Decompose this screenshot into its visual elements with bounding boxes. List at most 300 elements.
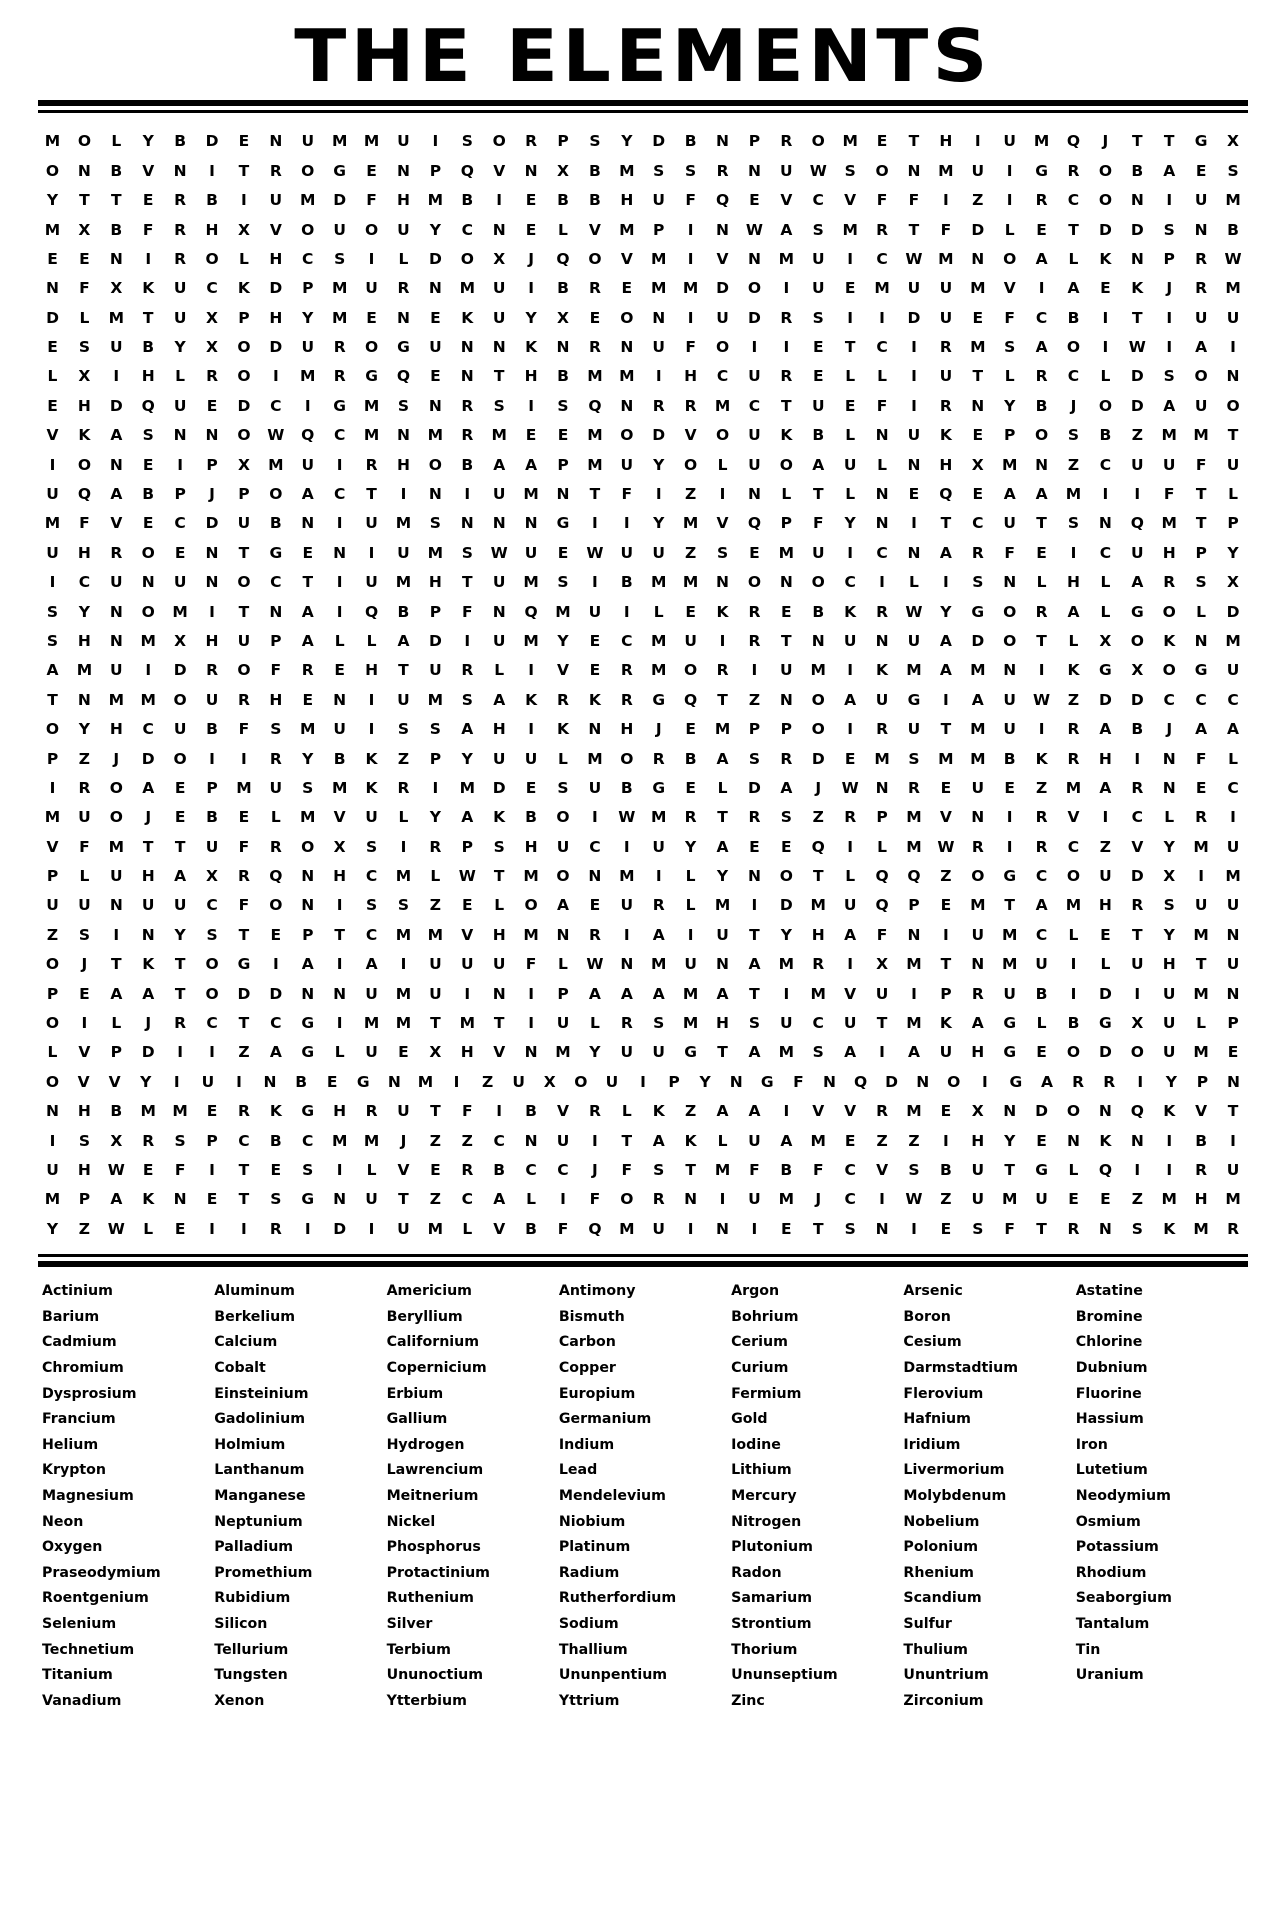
letter-cell[interactable]: M: [108, 308, 125, 327]
letter-cell[interactable]: L: [1100, 602, 1111, 621]
letter-cell[interactable]: H: [684, 367, 698, 386]
letter-cell[interactable]: V: [716, 514, 729, 533]
letter-cell[interactable]: R: [1035, 602, 1048, 621]
letter-cell[interactable]: O: [1226, 396, 1240, 415]
letter-cell[interactable]: K: [876, 661, 889, 680]
letter-cell[interactable]: A: [1067, 602, 1080, 621]
letter-cell[interactable]: O: [1098, 396, 1112, 415]
letter-cell[interactable]: M: [682, 279, 699, 298]
letter-cell[interactable]: M: [1065, 485, 1082, 504]
letter-cell[interactable]: O: [45, 1072, 60, 1091]
letter-cell[interactable]: T: [238, 1014, 250, 1033]
letter-cell[interactable]: I: [1166, 308, 1173, 327]
letter-cell[interactable]: I: [209, 1219, 215, 1238]
letter-cell[interactable]: B: [397, 602, 410, 621]
letter-cell[interactable]: T: [749, 984, 760, 1003]
word-list-item[interactable]: Lithium: [731, 1462, 792, 1479]
letter-cell[interactable]: T: [493, 1014, 505, 1033]
word-list-item[interactable]: Americium: [386, 1283, 472, 1300]
letter-cell[interactable]: G: [269, 543, 283, 562]
letter-cell[interactable]: Y: [557, 631, 569, 650]
letter-cell[interactable]: A: [493, 455, 506, 474]
letter-cell[interactable]: I: [528, 984, 534, 1003]
letter-cell[interactable]: L: [494, 661, 505, 680]
letter-cell[interactable]: U: [110, 573, 123, 592]
letter-cell[interactable]: C: [1163, 690, 1175, 709]
letter-cell[interactable]: N: [1003, 661, 1017, 680]
word-list-item[interactable]: Plutonium: [731, 1539, 813, 1556]
letter-cell[interactable]: E: [142, 514, 154, 533]
letter-cell[interactable]: M: [778, 1190, 795, 1209]
letter-cell[interactable]: R: [333, 338, 346, 357]
letter-cell[interactable]: U: [173, 573, 187, 592]
letter-cell[interactable]: C: [1099, 455, 1112, 474]
letter-cell[interactable]: O: [173, 690, 187, 709]
letter-cell[interactable]: K: [142, 955, 155, 974]
letter-cell[interactable]: I: [49, 1131, 56, 1150]
letter-cell[interactable]: E: [430, 1161, 441, 1179]
letter-cell[interactable]: D: [779, 896, 793, 915]
letter-cell[interactable]: L: [79, 867, 90, 886]
letter-cell[interactable]: F: [908, 191, 920, 210]
letter-cell[interactable]: U: [1131, 955, 1144, 974]
letter-cell[interactable]: D: [748, 308, 761, 327]
letter-cell[interactable]: B: [588, 161, 601, 180]
letter-cell[interactable]: A: [939, 631, 952, 650]
letter-cell[interactable]: C: [1227, 778, 1239, 797]
letter-cell[interactable]: L: [845, 485, 856, 504]
letter-cell[interactable]: N: [729, 1072, 743, 1091]
letter-cell[interactable]: A: [365, 955, 378, 974]
letter-cell[interactable]: M: [714, 896, 731, 915]
word-list-item[interactable]: Bismuth: [558, 1308, 625, 1325]
letter-cell[interactable]: N: [77, 161, 91, 180]
letter-cell[interactable]: I: [209, 1043, 215, 1062]
letter-cell[interactable]: I: [655, 867, 662, 886]
letter-cell[interactable]: R: [461, 1161, 474, 1179]
letter-cell[interactable]: E: [972, 426, 984, 445]
letter-cell[interactable]: N: [1226, 1072, 1240, 1091]
letter-cell[interactable]: U: [843, 631, 857, 650]
letter-cell[interactable]: N: [907, 455, 921, 474]
letter-cell[interactable]: K: [939, 426, 952, 445]
word-list-item[interactable]: Dubnium: [1075, 1360, 1148, 1377]
letter-cell[interactable]: M: [906, 1102, 922, 1121]
letter-cell[interactable]: Y: [653, 514, 665, 533]
letter-cell[interactable]: D: [811, 749, 825, 768]
letter-cell[interactable]: M: [108, 837, 125, 856]
letter-cell[interactable]: J: [815, 1190, 822, 1209]
letter-cell[interactable]: A: [46, 661, 59, 680]
letter-cell[interactable]: I: [847, 661, 854, 680]
letter-cell[interactable]: M: [555, 1043, 571, 1062]
letter-cell[interactable]: O: [811, 720, 825, 739]
letter-cell[interactable]: U: [652, 543, 666, 562]
letter-cell[interactable]: I: [592, 514, 598, 533]
letter-cell[interactable]: A: [588, 984, 601, 1003]
letter-cell[interactable]: J: [1102, 132, 1109, 151]
word-list-item[interactable]: Astatine: [1075, 1283, 1143, 1300]
letter-cell[interactable]: I: [655, 367, 662, 386]
letter-cell[interactable]: U: [1226, 308, 1240, 327]
letter-cell[interactable]: P: [557, 132, 569, 151]
letter-cell[interactable]: E: [1100, 1190, 1111, 1209]
letter-cell[interactable]: O: [684, 661, 698, 680]
letter-cell[interactable]: M: [427, 690, 444, 709]
letter-cell[interactable]: I: [1070, 543, 1077, 562]
letter-cell[interactable]: E: [174, 808, 186, 827]
letter-cell[interactable]: U: [1194, 308, 1208, 327]
letter-cell[interactable]: U: [492, 308, 506, 327]
letter-cell[interactable]: S: [365, 896, 378, 915]
letter-cell[interactable]: A: [780, 778, 793, 797]
letter-cell[interactable]: E: [844, 279, 856, 298]
letter-cell[interactable]: E: [589, 631, 601, 650]
letter-cell[interactable]: L: [558, 749, 568, 768]
letter-cell[interactable]: U: [588, 778, 602, 797]
letter-cell[interactable]: T: [1132, 132, 1143, 151]
letter-cell[interactable]: T: [1004, 1161, 1015, 1179]
letter-cell[interactable]: L: [494, 896, 505, 915]
letter-cell[interactable]: B: [620, 778, 633, 797]
letter-cell[interactable]: U: [907, 631, 921, 650]
letter-cell[interactable]: O: [811, 132, 825, 151]
letter-cell[interactable]: I: [719, 631, 726, 650]
word-list-item[interactable]: Radon: [731, 1564, 782, 1581]
letter-cell[interactable]: E: [47, 396, 58, 415]
word-list-item[interactable]: Californium: [386, 1334, 480, 1351]
letter-cell[interactable]: E: [749, 191, 760, 210]
letter-cell[interactable]: O: [1162, 661, 1176, 680]
letter-cell[interactable]: G: [397, 338, 410, 357]
letter-cell[interactable]: M: [427, 543, 444, 562]
letter-cell[interactable]: M: [842, 220, 858, 239]
letter-cell[interactable]: O: [109, 778, 123, 797]
letter-cell[interactable]: D: [1098, 984, 1112, 1003]
letter-cell[interactable]: A: [301, 485, 314, 504]
letter-cell[interactable]: E: [79, 984, 90, 1003]
letter-cell[interactable]: F: [589, 1190, 601, 1209]
letter-cell[interactable]: K: [365, 778, 378, 797]
letter-cell[interactable]: U: [1035, 955, 1048, 974]
letter-cell[interactable]: G: [652, 778, 666, 797]
letter-cell[interactable]: N: [269, 602, 283, 621]
letter-cell[interactable]: N: [333, 690, 347, 709]
letter-cell[interactable]: R: [269, 749, 282, 768]
letter-cell[interactable]: S: [1163, 220, 1175, 239]
letter-cell[interactable]: J: [528, 249, 534, 268]
word-list-item[interactable]: Praseodymium: [42, 1564, 161, 1581]
word-list-item[interactable]: Rhenium: [903, 1564, 974, 1581]
letter-cell[interactable]: H: [524, 837, 538, 856]
letter-cell[interactable]: E: [685, 602, 696, 621]
letter-cell[interactable]: U: [269, 191, 283, 210]
letter-cell[interactable]: I: [847, 308, 854, 327]
letter-cell[interactable]: S: [461, 690, 473, 709]
word-list-item[interactable]: Argon: [731, 1283, 780, 1300]
letter-cell[interactable]: S: [653, 161, 665, 180]
letter-cell[interactable]: L: [621, 1102, 632, 1121]
letter-cell[interactable]: L: [1036, 1014, 1047, 1033]
word-list-item[interactable]: Boron: [903, 1308, 951, 1325]
letter-cell[interactable]: S: [1195, 573, 1207, 592]
letter-cell[interactable]: X: [1163, 867, 1176, 886]
letter-cell[interactable]: R: [525, 132, 538, 151]
letter-cell[interactable]: N: [396, 426, 410, 445]
letter-cell[interactable]: X: [78, 367, 91, 386]
letter-cell[interactable]: I: [942, 573, 949, 592]
word-list-item[interactable]: Carbon: [558, 1334, 616, 1351]
letter-cell[interactable]: R: [1195, 808, 1208, 827]
letter-cell[interactable]: A: [1099, 720, 1112, 739]
letter-cell[interactable]: M: [810, 896, 826, 915]
letter-cell[interactable]: Q: [460, 161, 474, 180]
word-list-item[interactable]: Promethium: [214, 1564, 313, 1581]
letter-cell[interactable]: M: [44, 132, 61, 151]
word-list-item[interactable]: Thorium: [731, 1641, 798, 1658]
letter-cell[interactable]: C: [174, 514, 186, 533]
letter-cell[interactable]: I: [1102, 338, 1109, 357]
letter-cell[interactable]: N: [747, 161, 761, 180]
letter-cell[interactable]: P: [206, 778, 218, 797]
letter-cell[interactable]: H: [77, 543, 91, 562]
letter-cell[interactable]: R: [365, 1102, 378, 1121]
letter-cell[interactable]: B: [269, 514, 282, 533]
letter-cell[interactable]: G: [907, 690, 921, 709]
letter-cell[interactable]: E: [366, 308, 377, 327]
letter-cell[interactable]: U: [748, 1190, 761, 1209]
letter-cell[interactable]: Y: [685, 837, 697, 856]
letter-cell[interactable]: U: [365, 1190, 378, 1209]
letter-cell[interactable]: R: [652, 896, 665, 915]
letter-cell[interactable]: E: [589, 661, 601, 680]
letter-cell[interactable]: R: [333, 367, 346, 386]
letter-cell[interactable]: E: [326, 1072, 338, 1091]
letter-cell[interactable]: L: [1164, 808, 1175, 827]
letter-cell[interactable]: H: [333, 1102, 347, 1121]
letter-cell[interactable]: T: [238, 925, 250, 944]
word-list-item[interactable]: Meitnerium: [386, 1487, 479, 1504]
letter-cell[interactable]: P: [557, 455, 569, 474]
word-list-item[interactable]: Ytterbium: [386, 1692, 467, 1709]
letter-cell[interactable]: U: [971, 925, 985, 944]
letter-cell[interactable]: X: [1131, 661, 1144, 680]
letter-cell[interactable]: H: [1162, 955, 1176, 974]
letter-cell[interactable]: I: [336, 573, 343, 592]
letter-cell[interactable]: N: [173, 426, 187, 445]
letter-cell[interactable]: L: [1036, 573, 1047, 592]
letter-cell[interactable]: I: [687, 925, 694, 944]
letter-cell[interactable]: R: [174, 220, 187, 239]
letter-cell[interactable]: V: [493, 161, 506, 180]
letter-cell[interactable]: R: [812, 955, 825, 974]
word-list-item[interactable]: Beryllium: [386, 1308, 463, 1325]
letter-cell[interactable]: F: [621, 485, 633, 504]
letter-cell[interactable]: U: [429, 955, 442, 974]
letter-cell[interactable]: Z: [940, 867, 952, 886]
letter-cell[interactable]: I: [173, 1072, 180, 1091]
letter-cell[interactable]: C: [461, 220, 473, 239]
word-list-item[interactable]: Europium: [558, 1385, 636, 1402]
letter-cell[interactable]: N: [428, 485, 442, 504]
letter-cell[interactable]: S: [844, 161, 856, 180]
letter-cell[interactable]: U: [875, 690, 889, 709]
letter-cell[interactable]: K: [939, 1014, 952, 1033]
word-list-item[interactable]: Cadmium: [42, 1334, 117, 1351]
letter-cell[interactable]: B: [557, 367, 569, 386]
letter-cell[interactable]: C: [1195, 690, 1207, 709]
letter-cell[interactable]: P: [238, 308, 250, 327]
letter-cell[interactable]: T: [461, 573, 473, 592]
word-list-item[interactable]: Gallium: [386, 1411, 448, 1428]
letter-cell[interactable]: I: [209, 602, 215, 621]
letter-cell[interactable]: U: [939, 1043, 953, 1062]
letter-cell[interactable]: I: [336, 455, 343, 474]
letter-cell[interactable]: Q: [875, 867, 889, 886]
letter-cell[interactable]: R: [748, 808, 761, 827]
letter-cell[interactable]: E: [430, 367, 441, 386]
letter-cell[interactable]: G: [1003, 867, 1017, 886]
letter-cell[interactable]: L: [1196, 602, 1207, 621]
letter-cell[interactable]: C: [525, 1161, 537, 1179]
letter-cell[interactable]: I: [942, 191, 949, 210]
letter-cell[interactable]: U: [907, 720, 921, 739]
letter-cell[interactable]: I: [687, 1219, 694, 1238]
letter-cell[interactable]: R: [397, 279, 410, 298]
letter-cell[interactable]: I: [655, 485, 662, 504]
letter-cell[interactable]: S: [653, 1161, 665, 1179]
letter-cell[interactable]: M: [395, 867, 412, 886]
letter-cell[interactable]: Q: [811, 837, 825, 856]
letter-cell[interactable]: O: [684, 455, 698, 474]
letter-cell[interactable]: H: [205, 631, 219, 650]
letter-cell[interactable]: U: [748, 367, 761, 386]
letter-cell[interactable]: S: [557, 573, 569, 592]
letter-cell[interactable]: I: [496, 1102, 503, 1121]
letter-cell[interactable]: M: [331, 778, 348, 797]
word-list-item[interactable]: Nickel: [386, 1513, 436, 1530]
letter-cell[interactable]: I: [400, 837, 407, 856]
letter-cell[interactable]: N: [396, 308, 410, 327]
letter-cell[interactable]: T: [1068, 220, 1079, 239]
letter-cell[interactable]: I: [847, 837, 854, 856]
letter-cell[interactable]: E: [142, 191, 154, 210]
letter-cell[interactable]: U: [46, 1161, 59, 1179]
letter-cell[interactable]: M: [236, 778, 252, 797]
letter-cell[interactable]: S: [78, 338, 90, 357]
letter-cell[interactable]: E: [972, 485, 984, 504]
letter-cell[interactable]: T: [876, 1014, 888, 1033]
letter-cell[interactable]: R: [1195, 249, 1208, 268]
letter-cell[interactable]: Z: [78, 1219, 91, 1238]
letter-cell[interactable]: Q: [141, 396, 155, 415]
letter-cell[interactable]: G: [301, 1190, 315, 1209]
letter-cell[interactable]: M: [651, 279, 667, 298]
letter-cell[interactable]: L: [558, 955, 568, 974]
letter-cell[interactable]: N: [652, 308, 666, 327]
letter-cell[interactable]: E: [525, 778, 537, 797]
letter-cell[interactable]: Q: [1098, 1161, 1112, 1179]
word-list-item[interactable]: Barium: [42, 1308, 100, 1325]
letter-cell[interactable]: N: [971, 808, 985, 827]
word-list-item[interactable]: Calcium: [214, 1334, 278, 1351]
letter-cell[interactable]: C: [333, 426, 346, 445]
letter-cell[interactable]: U: [173, 308, 187, 327]
letter-cell[interactable]: W: [1033, 690, 1051, 709]
letter-cell[interactable]: D: [141, 749, 155, 768]
letter-cell[interactable]: T: [334, 925, 345, 944]
letter-cell[interactable]: I: [464, 631, 471, 650]
letter-cell[interactable]: L: [877, 837, 887, 856]
letter-cell[interactable]: M: [363, 1014, 380, 1033]
letter-cell[interactable]: S: [1163, 367, 1175, 386]
letter-cell[interactable]: L: [334, 631, 345, 650]
letter-cell[interactable]: R: [716, 661, 729, 680]
letter-cell[interactable]: N: [556, 485, 570, 504]
word-list-item[interactable]: Nitrogen: [731, 1513, 802, 1530]
letter-cell[interactable]: S: [748, 749, 761, 768]
letter-cell[interactable]: I: [592, 1131, 598, 1150]
letter-cell[interactable]: P: [174, 485, 186, 504]
letter-cell[interactable]: M: [938, 749, 954, 768]
letter-cell[interactable]: I: [1134, 984, 1141, 1003]
letter-cell[interactable]: R: [588, 925, 601, 944]
letter-cell[interactable]: N: [907, 925, 921, 944]
letter-cell[interactable]: B: [1035, 984, 1048, 1003]
letter-cell[interactable]: F: [238, 720, 250, 739]
letter-cell[interactable]: R: [1195, 279, 1208, 298]
letter-cell[interactable]: R: [110, 543, 123, 562]
letter-cell[interactable]: N: [205, 573, 219, 592]
letter-cell[interactable]: I: [911, 338, 917, 357]
letter-cell[interactable]: I: [783, 1102, 790, 1121]
word-list-item[interactable]: Livermorium: [903, 1462, 1005, 1479]
letter-cell[interactable]: B: [684, 132, 697, 151]
letter-cell[interactable]: A: [301, 602, 314, 621]
letter-cell[interactable]: X: [493, 249, 506, 268]
letter-cell[interactable]: N: [684, 1190, 698, 1209]
word-list-item[interactable]: Neon: [42, 1513, 84, 1530]
letter-cell[interactable]: U: [843, 455, 857, 474]
letter-cell[interactable]: A: [493, 690, 506, 709]
letter-cell[interactable]: M: [395, 1014, 412, 1033]
letter-cell[interactable]: Z: [908, 1131, 920, 1150]
letter-cell[interactable]: B: [142, 338, 155, 357]
letter-cell[interactable]: B: [1067, 1014, 1080, 1033]
letter-cell[interactable]: Q: [747, 514, 762, 533]
letter-cell[interactable]: N: [269, 132, 283, 151]
letter-cell[interactable]: I: [942, 1131, 949, 1150]
letter-cell[interactable]: M: [523, 573, 539, 592]
letter-cell[interactable]: K: [365, 749, 378, 768]
letter-cell[interactable]: I: [1038, 661, 1045, 680]
letter-cell[interactable]: L: [558, 220, 568, 239]
letter-cell[interactable]: R: [652, 749, 665, 768]
letter-cell[interactable]: O: [1066, 1043, 1081, 1062]
letter-cell[interactable]: K: [1131, 279, 1144, 298]
letter-cell[interactable]: R: [237, 867, 250, 886]
letter-cell[interactable]: U: [1194, 191, 1208, 210]
letter-cell[interactable]: T: [142, 308, 154, 327]
letter-cell[interactable]: E: [238, 132, 250, 151]
word-list-item[interactable]: Scandium: [903, 1590, 982, 1607]
letter-cell[interactable]: Q: [364, 602, 379, 621]
word-list-item[interactable]: Lawrencium: [386, 1462, 484, 1479]
letter-cell[interactable]: V: [493, 1043, 506, 1062]
letter-cell[interactable]: W: [905, 602, 923, 621]
letter-cell[interactable]: I: [623, 514, 630, 533]
letter-cell[interactable]: I: [336, 955, 343, 974]
